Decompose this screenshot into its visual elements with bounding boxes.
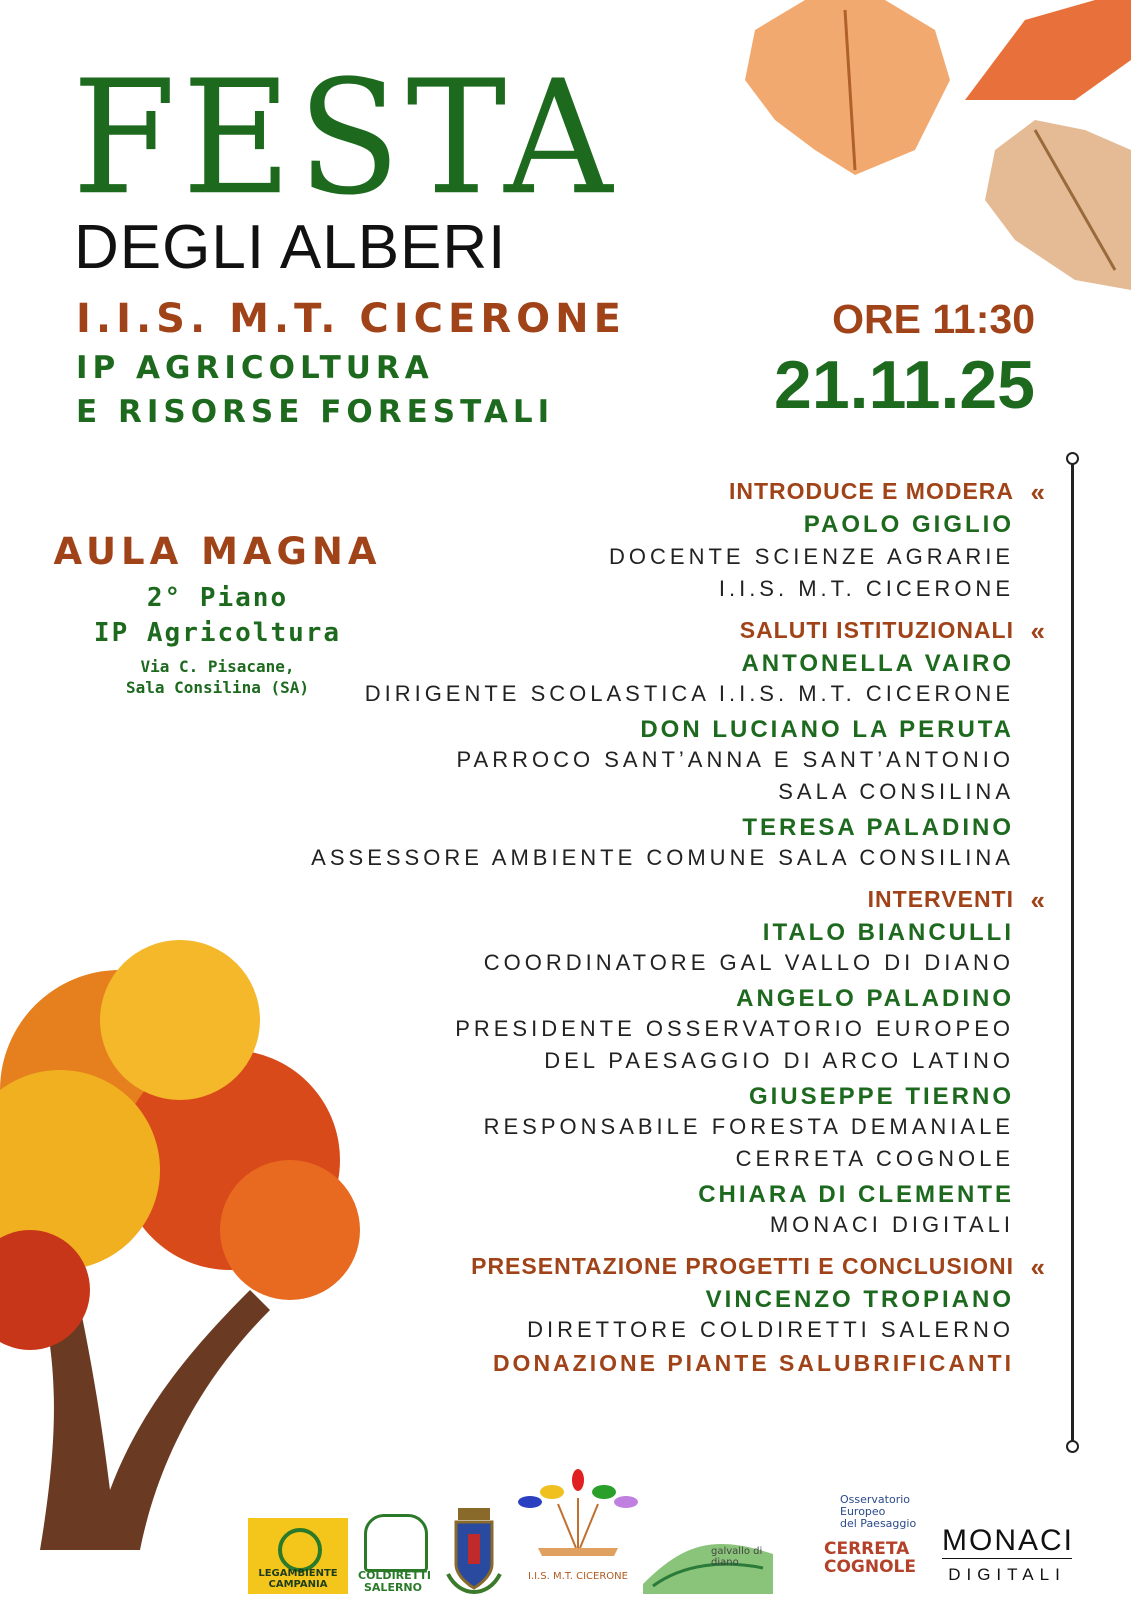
chevron-left-icon: « — [1030, 885, 1046, 915]
speaker-name: PAOLO GIGLIO — [803, 511, 1014, 538]
municipal-crest-icon — [444, 1504, 504, 1594]
gal-vallo-di-diano-logo: galvallo di diano — [643, 1524, 773, 1594]
speaker-role: CERRETA COGNOLE — [735, 1146, 1014, 1171]
section-heading-intro: INTRODUCE E MODERA « — [728, 477, 1046, 507]
speaker-role: COORDINATORE GAL VALLO DI DIANO — [483, 950, 1014, 975]
speaker-role: DIRIGENTE SCOLASTICA I.I.S. M.T. CICERONE — [364, 681, 1014, 706]
address-line2: Sala Consilina (SA) — [125, 678, 310, 697]
sponsor-logos — [248, 1468, 1108, 1594]
program-list — [294, 477, 1046, 1377]
speaker-name: TERESA PALADINO — [742, 814, 1014, 841]
speaker-role: PARROCO SANT’ANNA E SANT’ANTONIO — [456, 747, 1014, 772]
legambiente-symbol-icon — [278, 1528, 322, 1572]
speaker-role: I.I.S. M.T. CICERONE — [718, 576, 1014, 601]
cicerone-symbol-icon — [518, 1468, 638, 1558]
speaker-name: DON LUCIANO LA PERUTA — [640, 716, 1014, 743]
speaker-role: PRESIDENTE OSSERVATORIO EUROPEO — [455, 1016, 1014, 1041]
venue-floor: 2° Piano — [146, 583, 289, 613]
event-title: FESTA — [72, 47, 619, 231]
speaker-name: ANTONELLA VAIRO — [741, 650, 1014, 677]
plant-donation-note: DONAZIONE PIANTE SALUBRIFICANTI — [492, 1350, 1014, 1376]
coldiretti-symbol-icon — [364, 1514, 428, 1572]
venue-building: IP Agricoltura — [93, 618, 342, 648]
speaker-name: ANGELO PALADINO — [736, 985, 1014, 1012]
address-line1: Via C. Pisacane, — [140, 657, 295, 676]
chevron-left-icon: « — [1030, 477, 1046, 507]
speaker-role: DIRETTORE COLDIRETTI SALERNO — [527, 1317, 1014, 1342]
speaker-role: RESPONSABILE FORESTA DEMANIALE — [483, 1114, 1014, 1139]
school-name: I.I.S. M.T. CICERONE — [76, 296, 626, 342]
speaker-role: DEL PAESAGGIO DI ARCO LATINO — [544, 1048, 1014, 1073]
speaker-role: MONACI DIGITALI — [769, 1212, 1014, 1237]
course-name-line1: IP AGRICOLTURA — [76, 350, 434, 386]
speaker-name: ITALO BIANCULLI — [762, 919, 1014, 946]
cicerone-logo: I.I.S. M.T. CICERONE — [518, 1468, 638, 1594]
speaker-name: GIUSEPPE TIERNO — [748, 1083, 1014, 1110]
osservatorio-cerreta-logo: Osservatorio Europeo del Paesaggio CERRETA COGNOLE — [824, 1493, 917, 1577]
coldiretti-logo: COLDIRETTI SALERNO — [358, 1508, 428, 1594]
speaker-name: CHIARA DI CLEMENTE — [698, 1181, 1014, 1208]
course-name-line2: E RISORSE FORESTALI — [76, 394, 555, 430]
speaker-name: VINCENZO TROPIANO — [705, 1286, 1014, 1313]
speaker-role: ASSESSORE AMBIENTE COMUNE SALA CONSILINA — [311, 845, 1014, 870]
monaci-digitali-logo: MONACI DIGITALI — [942, 1524, 1074, 1584]
timeline-start-dot — [1066, 452, 1079, 465]
section-heading-talks: INTERVENTI « — [867, 885, 1046, 915]
timeline-line — [1071, 463, 1074, 1443]
event-time: ORE 11:30 — [832, 296, 1035, 342]
speaker-role: DOCENTE SCIENZE AGRARIE — [609, 544, 1014, 569]
autumn-leaves-illustration — [735, 0, 1131, 300]
event-date: 21.11.25 — [774, 347, 1035, 423]
legambiente-logo: LEGAMBIENTE CAMPANIA — [248, 1518, 348, 1594]
section-heading-greetings: SALUTI ISTITUZIONALI « — [739, 616, 1046, 646]
chevron-left-icon: « — [1030, 616, 1046, 646]
venue-room: AULA MAGNA — [53, 530, 382, 573]
chevron-left-icon: « — [1030, 1252, 1046, 1282]
timeline-end-dot — [1066, 1440, 1079, 1453]
speaker-role: SALA CONSILINA — [778, 779, 1014, 804]
event-subtitle: DEGLI ALBERI — [74, 213, 507, 282]
section-heading-closing: PRESENTAZIONE PROGETTI E CONCLUSIONI « — [471, 1252, 1046, 1282]
